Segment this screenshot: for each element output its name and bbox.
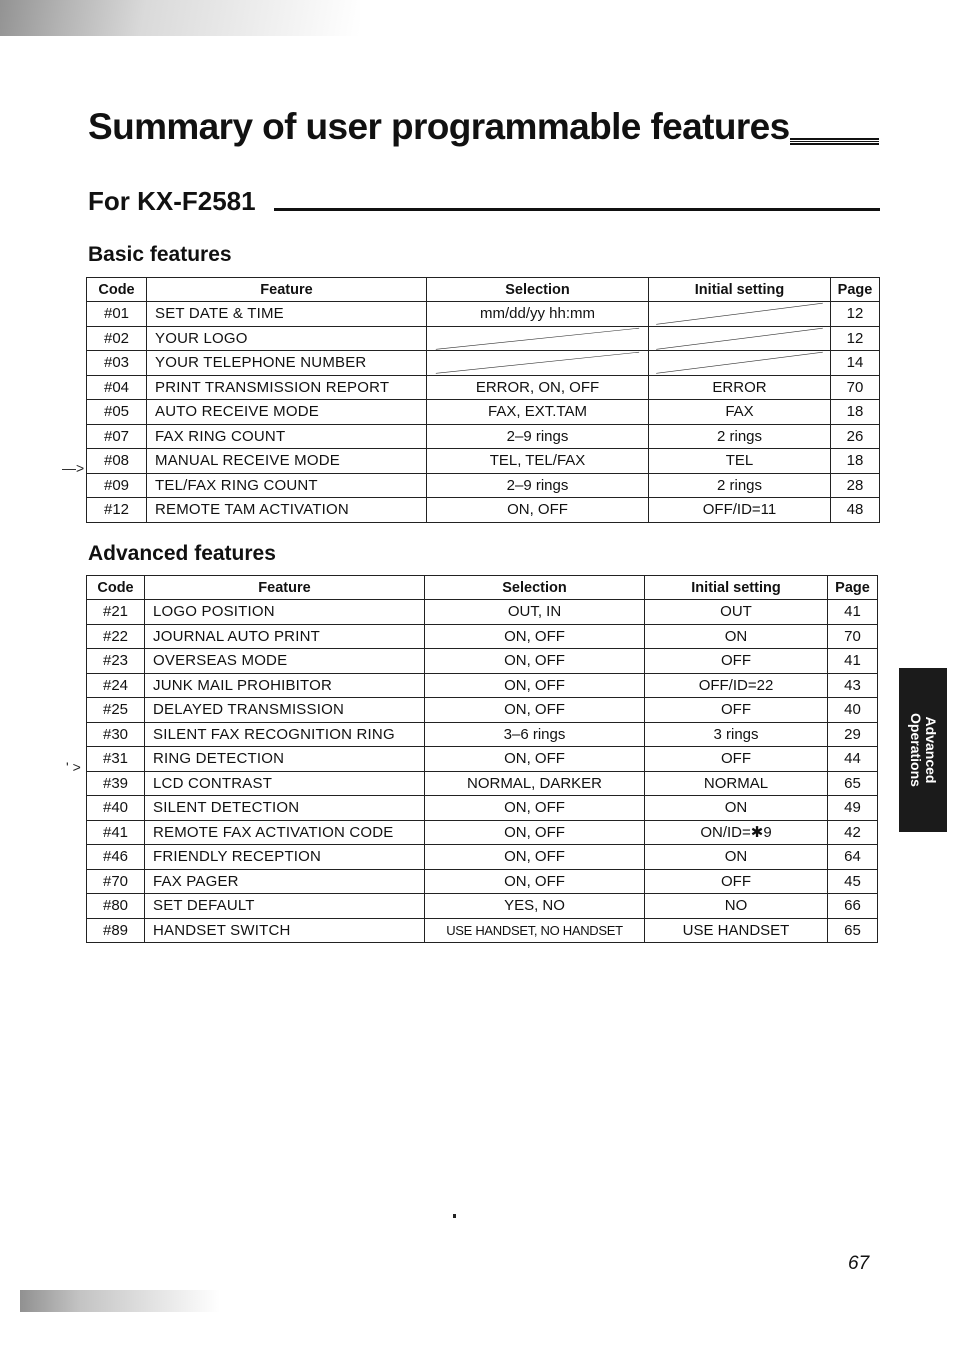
initial-setting-cell: ON (645, 796, 828, 821)
selection-cell: ON, OFF (425, 747, 645, 772)
table-row (87, 624, 878, 649)
feature-cell: YOUR LOGO (147, 326, 427, 351)
code-cell: #05 (87, 400, 147, 425)
feature-cell: SILENT FAX RECOGNITION RING (145, 722, 425, 747)
initial-setting-cell (649, 326, 831, 351)
scan-artifact-bottom (20, 1290, 220, 1312)
column-header-selection: Selection (427, 278, 649, 302)
column-header-selection: Selection (425, 576, 645, 600)
code-cell: #39 (87, 771, 145, 796)
page-cell: 70 (828, 624, 878, 649)
advanced-features-table (86, 575, 878, 943)
code-cell: #07 (87, 424, 147, 449)
initial-setting-cell: 3 rings (645, 722, 828, 747)
feature-cell: TEL/FAX RING COUNT (147, 473, 427, 498)
code-cell: #22 (87, 624, 145, 649)
code-cell: #25 (87, 698, 145, 723)
code-cell: #01 (87, 302, 147, 327)
page-cell: 14 (831, 351, 880, 376)
table-row (87, 747, 878, 772)
page-cell: 48 (831, 498, 880, 523)
selection-cell: YES, NO (425, 894, 645, 919)
model-heading-rule (274, 208, 880, 211)
code-cell: #46 (87, 845, 145, 870)
side-tab-line-1: Advanced (923, 716, 939, 784)
selection-cell: ON, OFF (425, 820, 645, 845)
column-header-feature: Feature (145, 576, 425, 600)
feature-cell: FAX PAGER (145, 869, 425, 894)
page-cell: 66 (828, 894, 878, 919)
column-header-page: Page (831, 278, 880, 302)
table-row (87, 869, 878, 894)
code-cell: #89 (87, 918, 145, 943)
feature-cell: AUTO RECEIVE MODE (147, 400, 427, 425)
table-row (87, 375, 880, 400)
selection-cell: FAX, EXT.TAM (427, 400, 649, 425)
initial-setting-cell: FAX (649, 400, 831, 425)
initial-setting-cell: NORMAL (645, 771, 828, 796)
code-cell: #09 (87, 473, 147, 498)
selection-cell: USE HANDSET, NO HANDSET (425, 918, 645, 943)
feature-cell: FRIENDLY RECEPTION (145, 845, 425, 870)
scan-artifact-top (0, 0, 360, 36)
table-row (87, 673, 878, 698)
feature-cell: REMOTE FAX ACTIVATION CODE (145, 820, 425, 845)
feature-cell: OVERSEAS MODE (145, 649, 425, 674)
feature-cell: SET DEFAULT (145, 894, 425, 919)
feature-cell: DELAYED TRANSMISSION (145, 698, 425, 723)
page-cell: 28 (831, 473, 880, 498)
table-row (87, 698, 878, 723)
selection-cell: OUT, IN (425, 600, 645, 625)
selection-cell: 2–9 rings (427, 473, 649, 498)
page-cell: 41 (828, 600, 878, 625)
page-cell: 18 (831, 400, 880, 425)
code-cell: #30 (87, 722, 145, 747)
not-applicable-slash (427, 327, 648, 351)
scan-dot (453, 1214, 456, 1218)
not-applicable-slash (427, 351, 648, 375)
feature-cell: RING DETECTION (145, 747, 425, 772)
page-cell: 18 (831, 449, 880, 474)
page-cell: 12 (831, 302, 880, 327)
table-row (87, 473, 880, 498)
column-header-initial-setting: Initial setting (649, 278, 831, 302)
table-row (87, 722, 878, 747)
page-cell: 45 (828, 869, 878, 894)
initial-setting-cell: TEL (649, 449, 831, 474)
selection-cell: ERROR, ON, OFF (427, 375, 649, 400)
table-row (87, 424, 880, 449)
initial-setting-cell: OFF (645, 869, 828, 894)
column-header-page: Page (828, 576, 878, 600)
initial-setting-cell: 2 rings (649, 473, 831, 498)
table-row (87, 351, 880, 376)
table-header-row (87, 576, 878, 600)
code-cell: #24 (87, 673, 145, 698)
selection-cell: mm/dd/yy hh:mm (427, 302, 649, 327)
code-cell: #04 (87, 375, 147, 400)
table-row (87, 820, 878, 845)
page-title: Summary of user programmable features (88, 106, 790, 147)
table-row (87, 326, 880, 351)
initial-setting-cell: OFF (645, 649, 828, 674)
initial-setting-cell: OFF (645, 747, 828, 772)
initial-setting-cell: ERROR (649, 375, 831, 400)
column-header-feature: Feature (147, 278, 427, 302)
table-row (87, 302, 880, 327)
code-cell: #31 (87, 747, 145, 772)
not-applicable-slash (649, 351, 830, 375)
feature-cell: HANDSET SWITCH (145, 918, 425, 943)
initial-setting-cell: NO (645, 894, 828, 919)
page-cell: 65 (828, 918, 878, 943)
code-cell: #21 (87, 600, 145, 625)
margin-arrow-31: ' > (66, 759, 81, 775)
feature-cell: JUNK MAIL PROHIBITOR (145, 673, 425, 698)
feature-cell: SILENT DETECTION (145, 796, 425, 821)
selection-cell: ON, OFF (425, 624, 645, 649)
selection-cell (427, 326, 649, 351)
code-cell: #12 (87, 498, 147, 523)
code-cell: #23 (87, 649, 145, 674)
initial-setting-cell (649, 351, 831, 376)
initial-setting-cell: 2 rings (649, 424, 831, 449)
page-cell: 43 (828, 673, 878, 698)
initial-setting-cell (649, 302, 831, 327)
feature-cell: SET DATE & TIME (147, 302, 427, 327)
model-heading: For KX-F2581 (88, 186, 256, 216)
margin-arrow-08: —> (62, 460, 85, 476)
page-cell: 42 (828, 820, 878, 845)
code-cell: #40 (87, 796, 145, 821)
page-cell: 12 (831, 326, 880, 351)
column-header-code: Code (87, 576, 145, 600)
basic-features-heading: Basic features (88, 243, 232, 266)
initial-setting-cell: OFF/ID=22 (645, 673, 828, 698)
feature-cell: MANUAL RECEIVE MODE (147, 449, 427, 474)
initial-setting-cell: ON (645, 845, 828, 870)
column-header-initial-setting: Initial setting (645, 576, 828, 600)
selection-cell: ON, OFF (425, 869, 645, 894)
page-cell: 49 (828, 796, 878, 821)
feature-cell: LOGO POSITION (145, 600, 425, 625)
initial-setting-cell: USE HANDSET (645, 918, 828, 943)
table-row (87, 400, 880, 425)
selection-cell: ON, OFF (425, 845, 645, 870)
column-header-code: Code (87, 278, 147, 302)
code-cell: #41 (87, 820, 145, 845)
table-row (87, 649, 878, 674)
selection-cell: ON, OFF (427, 498, 649, 523)
selection-cell: 2–9 rings (427, 424, 649, 449)
advanced-features-heading: Advanced features (88, 542, 276, 565)
code-cell: #02 (87, 326, 147, 351)
table-row (87, 796, 878, 821)
selection-cell: 3–6 rings (425, 722, 645, 747)
side-tab-line-2: Operations (908, 713, 924, 787)
initial-setting-cell: OUT (645, 600, 828, 625)
page-cell: 64 (828, 845, 878, 870)
feature-cell: REMOTE TAM ACTIVATION (147, 498, 427, 523)
selection-cell (427, 351, 649, 376)
feature-cell: PRINT TRANSMISSION REPORT (147, 375, 427, 400)
code-cell: #03 (87, 351, 147, 376)
code-cell: #08 (87, 449, 147, 474)
not-applicable-slash (649, 327, 830, 351)
page-cell: 70 (831, 375, 880, 400)
code-cell: #80 (87, 894, 145, 919)
table-row (87, 600, 878, 625)
selection-cell: ON, OFF (425, 673, 645, 698)
table-row (87, 449, 880, 474)
section-side-tab[interactable] (899, 668, 947, 832)
selection-cell: NORMAL, DARKER (425, 771, 645, 796)
feature-cell: JOURNAL AUTO PRINT (145, 624, 425, 649)
table-row (87, 894, 878, 919)
initial-setting-cell: ON (645, 624, 828, 649)
table-row (87, 845, 878, 870)
page-cell: 44 (828, 747, 878, 772)
table-row (87, 918, 878, 943)
selection-cell: ON, OFF (425, 698, 645, 723)
selection-cell: TEL, TEL/FAX (427, 449, 649, 474)
page-cell: 29 (828, 722, 878, 747)
title-rule (790, 138, 879, 145)
feature-cell: LCD CONTRAST (145, 771, 425, 796)
selection-cell: ON, OFF (425, 649, 645, 674)
selection-cell: ON, OFF (425, 796, 645, 821)
page-cell: 41 (828, 649, 878, 674)
initial-setting-cell: OFF/ID=11 (649, 498, 831, 523)
table-row (87, 498, 880, 523)
initial-setting-cell: OFF (645, 698, 828, 723)
page-number: 67 (848, 1253, 870, 1274)
page-cell: 65 (828, 771, 878, 796)
feature-cell: FAX RING COUNT (147, 424, 427, 449)
code-cell: #70 (87, 869, 145, 894)
page-cell: 40 (828, 698, 878, 723)
basic-features-table (86, 277, 880, 523)
not-applicable-slash (649, 302, 830, 326)
table-row (87, 771, 878, 796)
feature-cell: YOUR TELEPHONE NUMBER (147, 351, 427, 376)
page-cell: 26 (831, 424, 880, 449)
initial-setting-cell: ON/ID=✱9 (645, 820, 828, 845)
table-header-row (87, 278, 880, 302)
